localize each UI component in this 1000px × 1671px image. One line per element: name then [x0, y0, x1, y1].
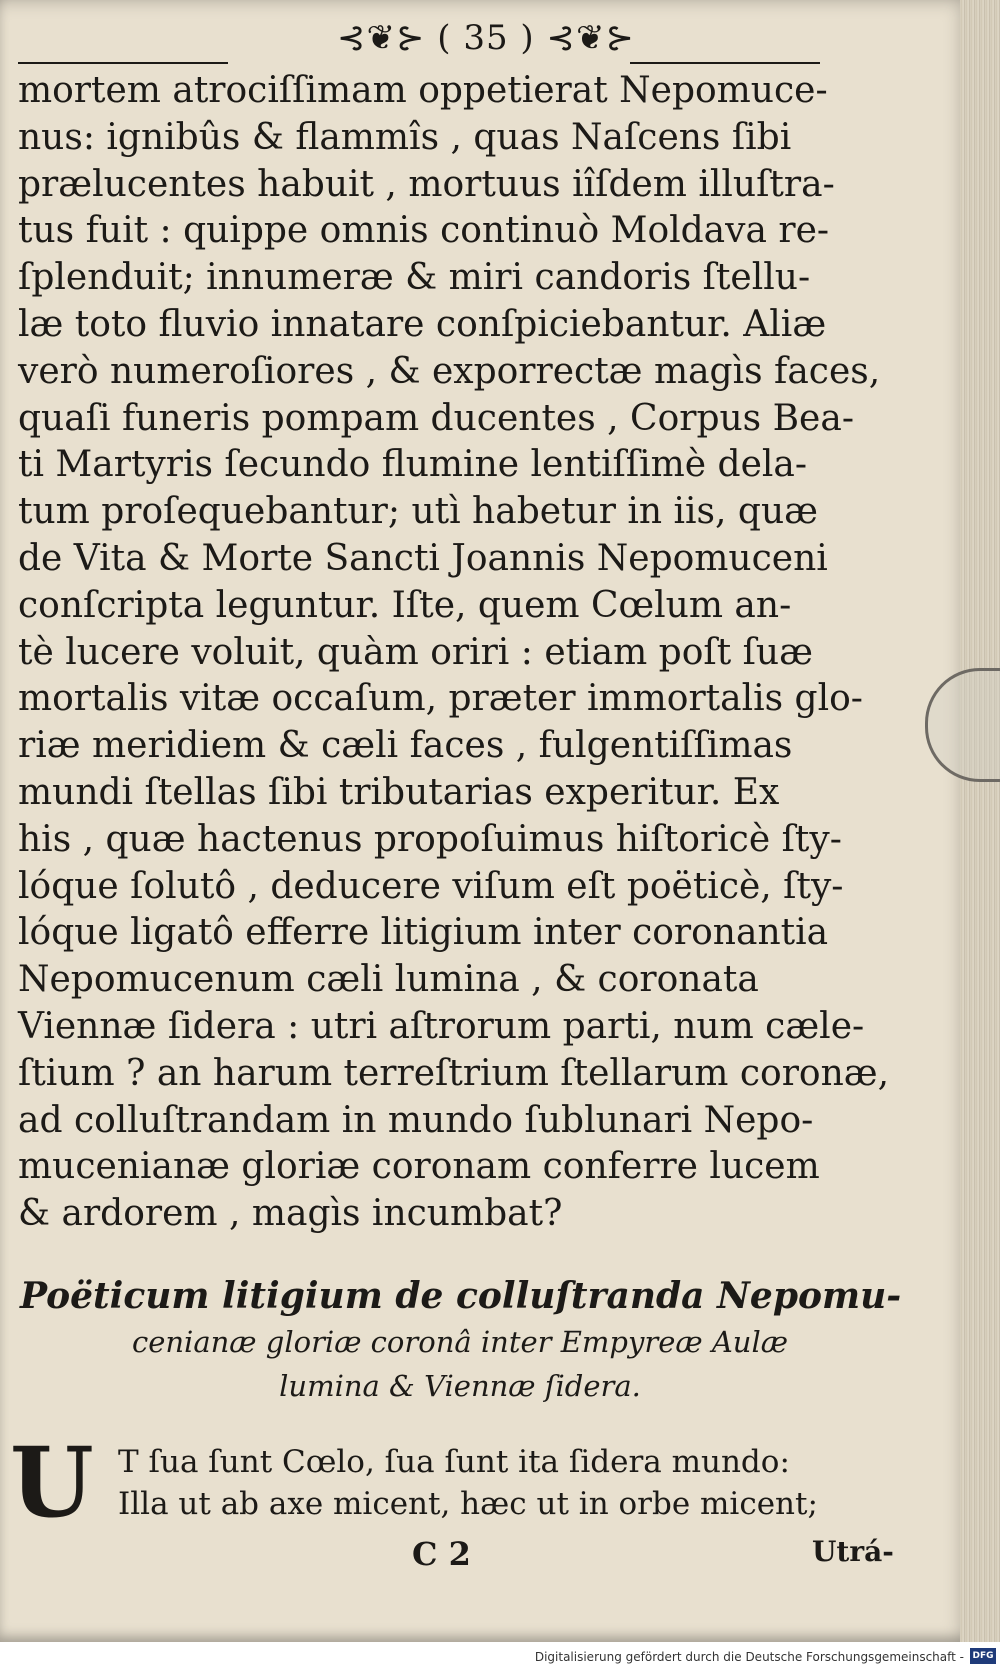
verse-line: T ſua ſunt Cœlo, ſua ſunt ita ſidera mundo:: [118, 1444, 790, 1480]
section-heading: [20, 1272, 900, 1408]
text-line: mucenianæ gloriæ coronam conferre lucem: [18, 1146, 820, 1188]
text-line: ſtium ? an harum terreſtrium ſtellarum coronæ,: [18, 1052, 890, 1094]
text-line: tus fuit : quippe omnis continuò Moldava re-: [18, 210, 830, 252]
drop-cap: U: [10, 1426, 94, 1539]
digitization-footer: [0, 1642, 1000, 1671]
text-line: mortem atrociſſimam oppetierat Nepomuce-: [18, 70, 828, 111]
heading-line: lumina & Viennæ ſidera.: [279, 1369, 641, 1403]
catchword: Utrá-: [812, 1535, 894, 1568]
text-line: læ toto fluvio innatare conſpiciebantur. Aliæ: [18, 303, 827, 345]
text-line: riæ meridiem & cæli faces , fulgentiſſimas: [18, 725, 793, 767]
text-line: lóque ligatô efferre litigium inter coronantia: [18, 912, 829, 954]
text-line: tè lucere voluit, quàm oriri : etiam poſt ſuæ: [18, 631, 813, 673]
dfg-logo: DFG: [970, 1648, 996, 1664]
text-line: & ardorem , magìs incumbat?: [18, 1193, 563, 1235]
text-line: Viennæ ſidera : utri aſtrorum parti, num cæle-: [18, 1005, 865, 1047]
text-line: Nepomucenum cæli lumina , & coronata: [18, 959, 759, 1001]
heading-line: Poëticum litigium de colluſtranda Nepomu-: [20, 1275, 902, 1317]
text-line: prælucentes habuit , mortuus iîſdem illuſtra-: [18, 163, 835, 205]
text-line: nus: ignibûs & flammîs , quas Naſcens ſibi: [18, 116, 792, 158]
page-fore-edge: [960, 0, 1000, 1642]
header-rule-right: [630, 62, 820, 64]
text-line: ſplenduit; innumeræ & miri candoris ſtellu-: [18, 257, 811, 299]
text-line: de Vita & Morte Sancti Joannis Nepomuceni: [18, 537, 828, 579]
text-line: mortalis vitæ occaſum, præter immortalis glo-: [18, 678, 863, 720]
text-line: tum proſequebantur; utì habetur in iis, quæ: [18, 491, 818, 533]
text-line: mundi ſtellas ſibi tributarias experitur. Ex: [18, 771, 780, 813]
signature-mark: C 2: [412, 1535, 471, 1573]
body-text: [18, 68, 890, 1238]
header-rule-left: [18, 62, 228, 64]
text-line: verò numeroſiores , & exporrectæ magìs faces,: [18, 350, 881, 392]
text-line: quaſi funeris pompam ducentes , Corpus Bea-: [18, 397, 854, 439]
running-head: ⊰❦⊱ ( 35 ) ⊰❦⊱: [337, 18, 635, 58]
text-line: conſcripta leguntur. Iſte, quem Cœlum an-: [18, 584, 792, 626]
text-line: ti Martyris ſecundo flumine lentiſſimè dela-: [18, 444, 808, 486]
verse-line: Illa ut ab axe micent, hæc ut in orbe micent;: [118, 1486, 818, 1522]
text-line: ad colluſtrandam in mundo ſublunari Nepo-: [18, 1099, 814, 1141]
footer-credit: Digitalisierung gefördert durch die Deutsche Forschungsgemeinschaft -: [534, 1650, 964, 1664]
heading-line: cenianæ gloriæ coronâ inter Empyreæ Aulæ: [131, 1325, 789, 1359]
text-line: his , quæ hactenus propoſuimus hiſtoricè ſty-: [18, 818, 842, 860]
text-line: lóque ſolutô , deducere viſum eſt poëticè, ſty-: [18, 865, 844, 907]
